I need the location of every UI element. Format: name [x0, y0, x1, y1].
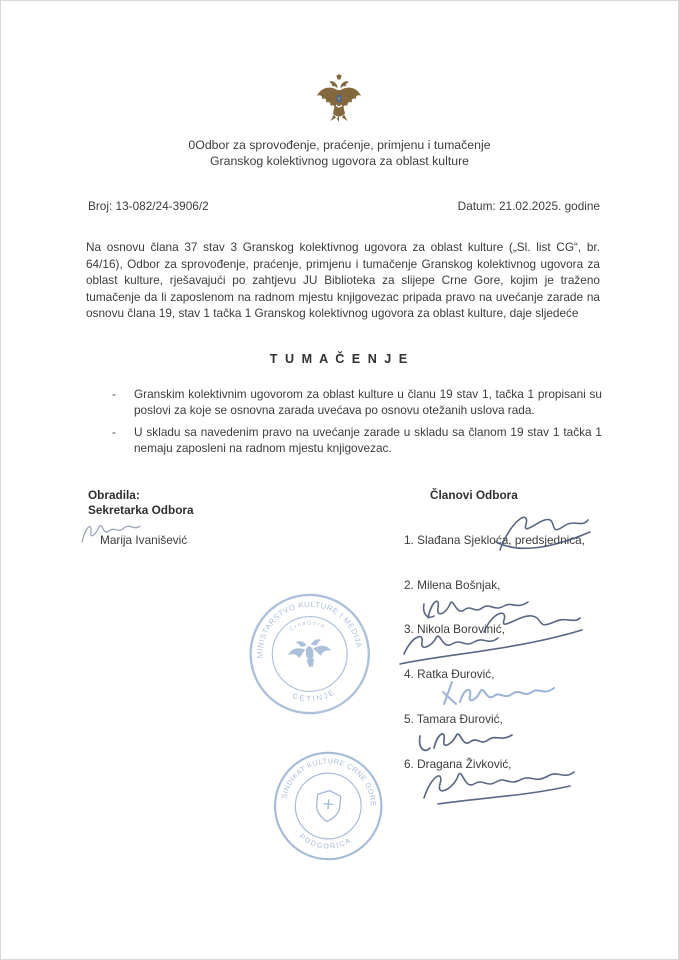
member-item-4: 4. Ratka Đurović, [404, 667, 495, 681]
prepared-by-block [88, 488, 194, 518]
ministry-round-stamp [239, 584, 380, 730]
members-title: Članovi Odbora [430, 488, 518, 502]
bullet-dash: - [112, 424, 116, 439]
svg-text:SINDIKAT KULTURE CRNE GORE [279, 752, 382, 807]
coat-of-arms-icon [314, 72, 364, 135]
meta-row [88, 199, 600, 213]
member-item-2: 2. Milena Bošnjak, [404, 578, 501, 592]
union-stamp-ring-text: SINDIKAT KULTURE CRNE GORE [279, 756, 378, 807]
union-stamp-bottom-text: · PODGORICA · [292, 826, 359, 851]
signature-ratka-djurovic [436, 676, 561, 715]
document-number: Broj: 13-082/24-3906/2 [88, 199, 209, 213]
bullet-text-2: U skladu sa navedenim pravo na uvećanje zarade u skladu sa članom 19 stav 1 tačka 1 nemaju zaposleni na radnom mjestu knjigovezac. [134, 424, 602, 456]
svg-text:· PODGORICA · [291, 826, 359, 853]
bullet-dash: - [112, 387, 116, 401]
ministry-stamp-bottom-text: CETINJE [291, 687, 338, 704]
svg-text:CETINJE [290, 687, 338, 706]
ministry-stamp-inner-text: C r n a G o r a [288, 620, 326, 633]
member-item-3: 3. Nikola Borovinić, [404, 622, 505, 636]
interpretation-bullets [110, 386, 602, 462]
bullet-item [110, 424, 602, 457]
svg-text:MINISTARSTVO KULTURE I MEDIJA [250, 594, 364, 659]
signature-nikola-borovinic [396, 606, 586, 675]
prepared-by-label: Obradila: [88, 488, 140, 502]
member-item-5: 5. Tamara Đurović, [404, 712, 503, 726]
bullet-text-1: Granskim kolektivnim ugovorom za oblast kulture u članu 19 stav 1, tačka 1 propisani su poslovi za koje se osnovna zarada uvećava po osnovu otežanih uslova rada. [134, 387, 602, 418]
prepared-by-name: Marija Ivanišević [100, 533, 188, 547]
union-stamp-emblem-icon [315, 790, 341, 823]
document-title-line2: Granskog kolektivnog ugovora za oblast kulture [209, 154, 470, 168]
prepared-by-role: Sekretarka Odbora [88, 503, 194, 517]
document-date: Datum: 21.02.2025. godine [457, 199, 600, 213]
svg-text:C r n a G o r a [288, 619, 325, 633]
interpretation-heading: T U M A Č E N J E [269, 352, 410, 366]
ministry-stamp-ring-text: MINISTARSTVO KULTURE I MEDIJA [255, 599, 364, 659]
bullet-item [110, 386, 602, 419]
union-round-stamp [265, 743, 391, 874]
intro-paragraph: Na osnovu člana 37 stav 3 Granskog kolektivnog ugovora za oblast kulture („Sl. list CG“, br. 64/16), Odbor za sprovođenje, praćenje, primjenu i tumačenje Granskog kolektivnog ugovora za oblast kulture, rješavajući po zahtjevu JU Biblioteka za slijepe Crne Gore, kojim je traženo tumačenje da li zaposlenom na radnom mjestu knjigovezac pripada pravo na uvećanje zarade na osnovu člana 19, stav 1 tačka 1 Granskog kolektivnog ugovora za oblast kulture, daje sljedeće [86, 240, 600, 321]
document-title-line1: 0Odbor za sprovođenje, praćenje, primjenu i tumačenje [188, 138, 491, 152]
member-item-6: 6. Dragana Živković, [404, 757, 512, 771]
ministry-stamp-emblem-icon [287, 638, 333, 669]
document-title [0, 137, 679, 169]
member-item-1: 1. Slađana Sjekloća, predsjednica, [404, 533, 586, 547]
